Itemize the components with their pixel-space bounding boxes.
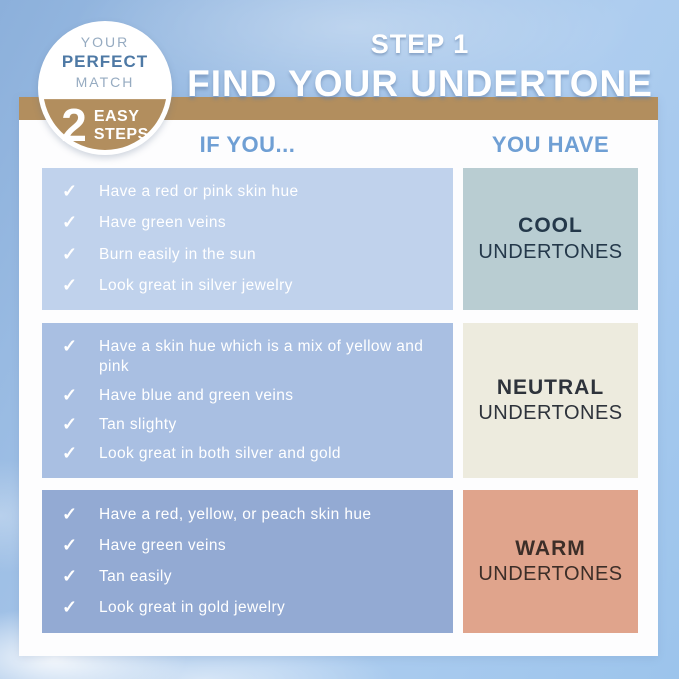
result-label: UNDERTONES: [478, 563, 623, 586]
badge-text: [38, 21, 172, 155]
badge-line-match: MATCH: [75, 74, 135, 90]
condition-text: Have green veins: [99, 214, 227, 232]
checkmark-icon: ✓: [62, 414, 78, 435]
checkmark-icon: ✓: [62, 243, 78, 264]
list-item: [62, 415, 443, 435]
condition-box: [42, 323, 453, 478]
condition-text: Have a red, yellow, or peach skin hue: [99, 505, 372, 523]
badge-easy-word: EASY: [93, 108, 140, 126]
result-emphasis: COOL: [518, 214, 583, 238]
list-item: [62, 337, 443, 377]
checkmark-icon: ✓: [62, 212, 78, 233]
result-box-warm: [463, 490, 638, 633]
list-item: [62, 444, 443, 464]
badge-line-your: YOUR: [80, 34, 130, 50]
list-item: [62, 182, 443, 202]
undertone-row-neutral: [0, 323, 679, 478]
result-box-neutral: [463, 323, 638, 478]
perfect-match-badge: [38, 21, 172, 155]
step-label: STEP 1: [370, 29, 470, 59]
list-item: [62, 598, 443, 618]
checkmark-icon: ✓: [62, 597, 78, 618]
checkmark-icon: ✓: [62, 443, 78, 464]
list-item: [62, 386, 443, 406]
condition-text: Have a skin hue which is a mix of yellow and pink: [99, 337, 424, 375]
checkmark-icon: ✓: [62, 503, 78, 524]
condition-text: Tan easily: [99, 568, 172, 585]
column-header-you-have: YOU HAVE: [491, 132, 610, 157]
page-header: [170, 29, 670, 105]
condition-text: Tan slighty: [99, 416, 177, 434]
undertone-row-cool: [0, 168, 679, 310]
list-item: [62, 276, 443, 296]
list-item: [62, 567, 443, 587]
condition-box: [42, 490, 453, 633]
badge-steps: [38, 99, 172, 151]
condition-text: Look great in both silver and gold: [99, 445, 341, 463]
badge-line-perfect: PERFECT: [61, 52, 149, 71]
list-item: [62, 505, 443, 525]
checkmark-icon: ✓: [62, 534, 78, 555]
checkmark-icon: ✓: [62, 384, 78, 405]
badge-step-label: [94, 108, 149, 143]
condition-text: Have a red or pink skin hue: [99, 183, 299, 201]
list-item: [62, 245, 443, 265]
checkmark-icon: ✓: [62, 566, 78, 586]
condition-text: Have blue and green veins: [99, 386, 294, 404]
result-emphasis: NEUTRAL: [496, 375, 605, 399]
checkmark-icon: ✓: [62, 181, 78, 202]
undertone-row-warm: [0, 490, 679, 633]
result-label: UNDERTONES: [478, 240, 623, 263]
column-header-if-you: IF YOU...: [199, 132, 296, 157]
badge-steps-word: STEPS: [93, 125, 149, 143]
condition-text: Look great in gold jewelry: [99, 599, 286, 617]
condition-box: [42, 168, 453, 310]
result-box-cool: [463, 168, 638, 310]
condition-text: Look great in silver jewelry: [99, 276, 293, 294]
checkmark-icon: ✓: [62, 335, 78, 356]
badge-step-number: 2: [61, 99, 87, 151]
page-title: FIND YOUR UNDERTONE: [187, 63, 653, 104]
result-emphasis: WARM: [515, 536, 586, 560]
condition-text: Have green veins: [99, 536, 227, 554]
result-label: UNDERTONES: [478, 402, 623, 425]
condition-text: Burn easily in the sun: [99, 245, 256, 263]
list-item: [62, 536, 443, 556]
list-item: [62, 213, 443, 233]
checkmark-icon: ✓: [62, 274, 78, 295]
